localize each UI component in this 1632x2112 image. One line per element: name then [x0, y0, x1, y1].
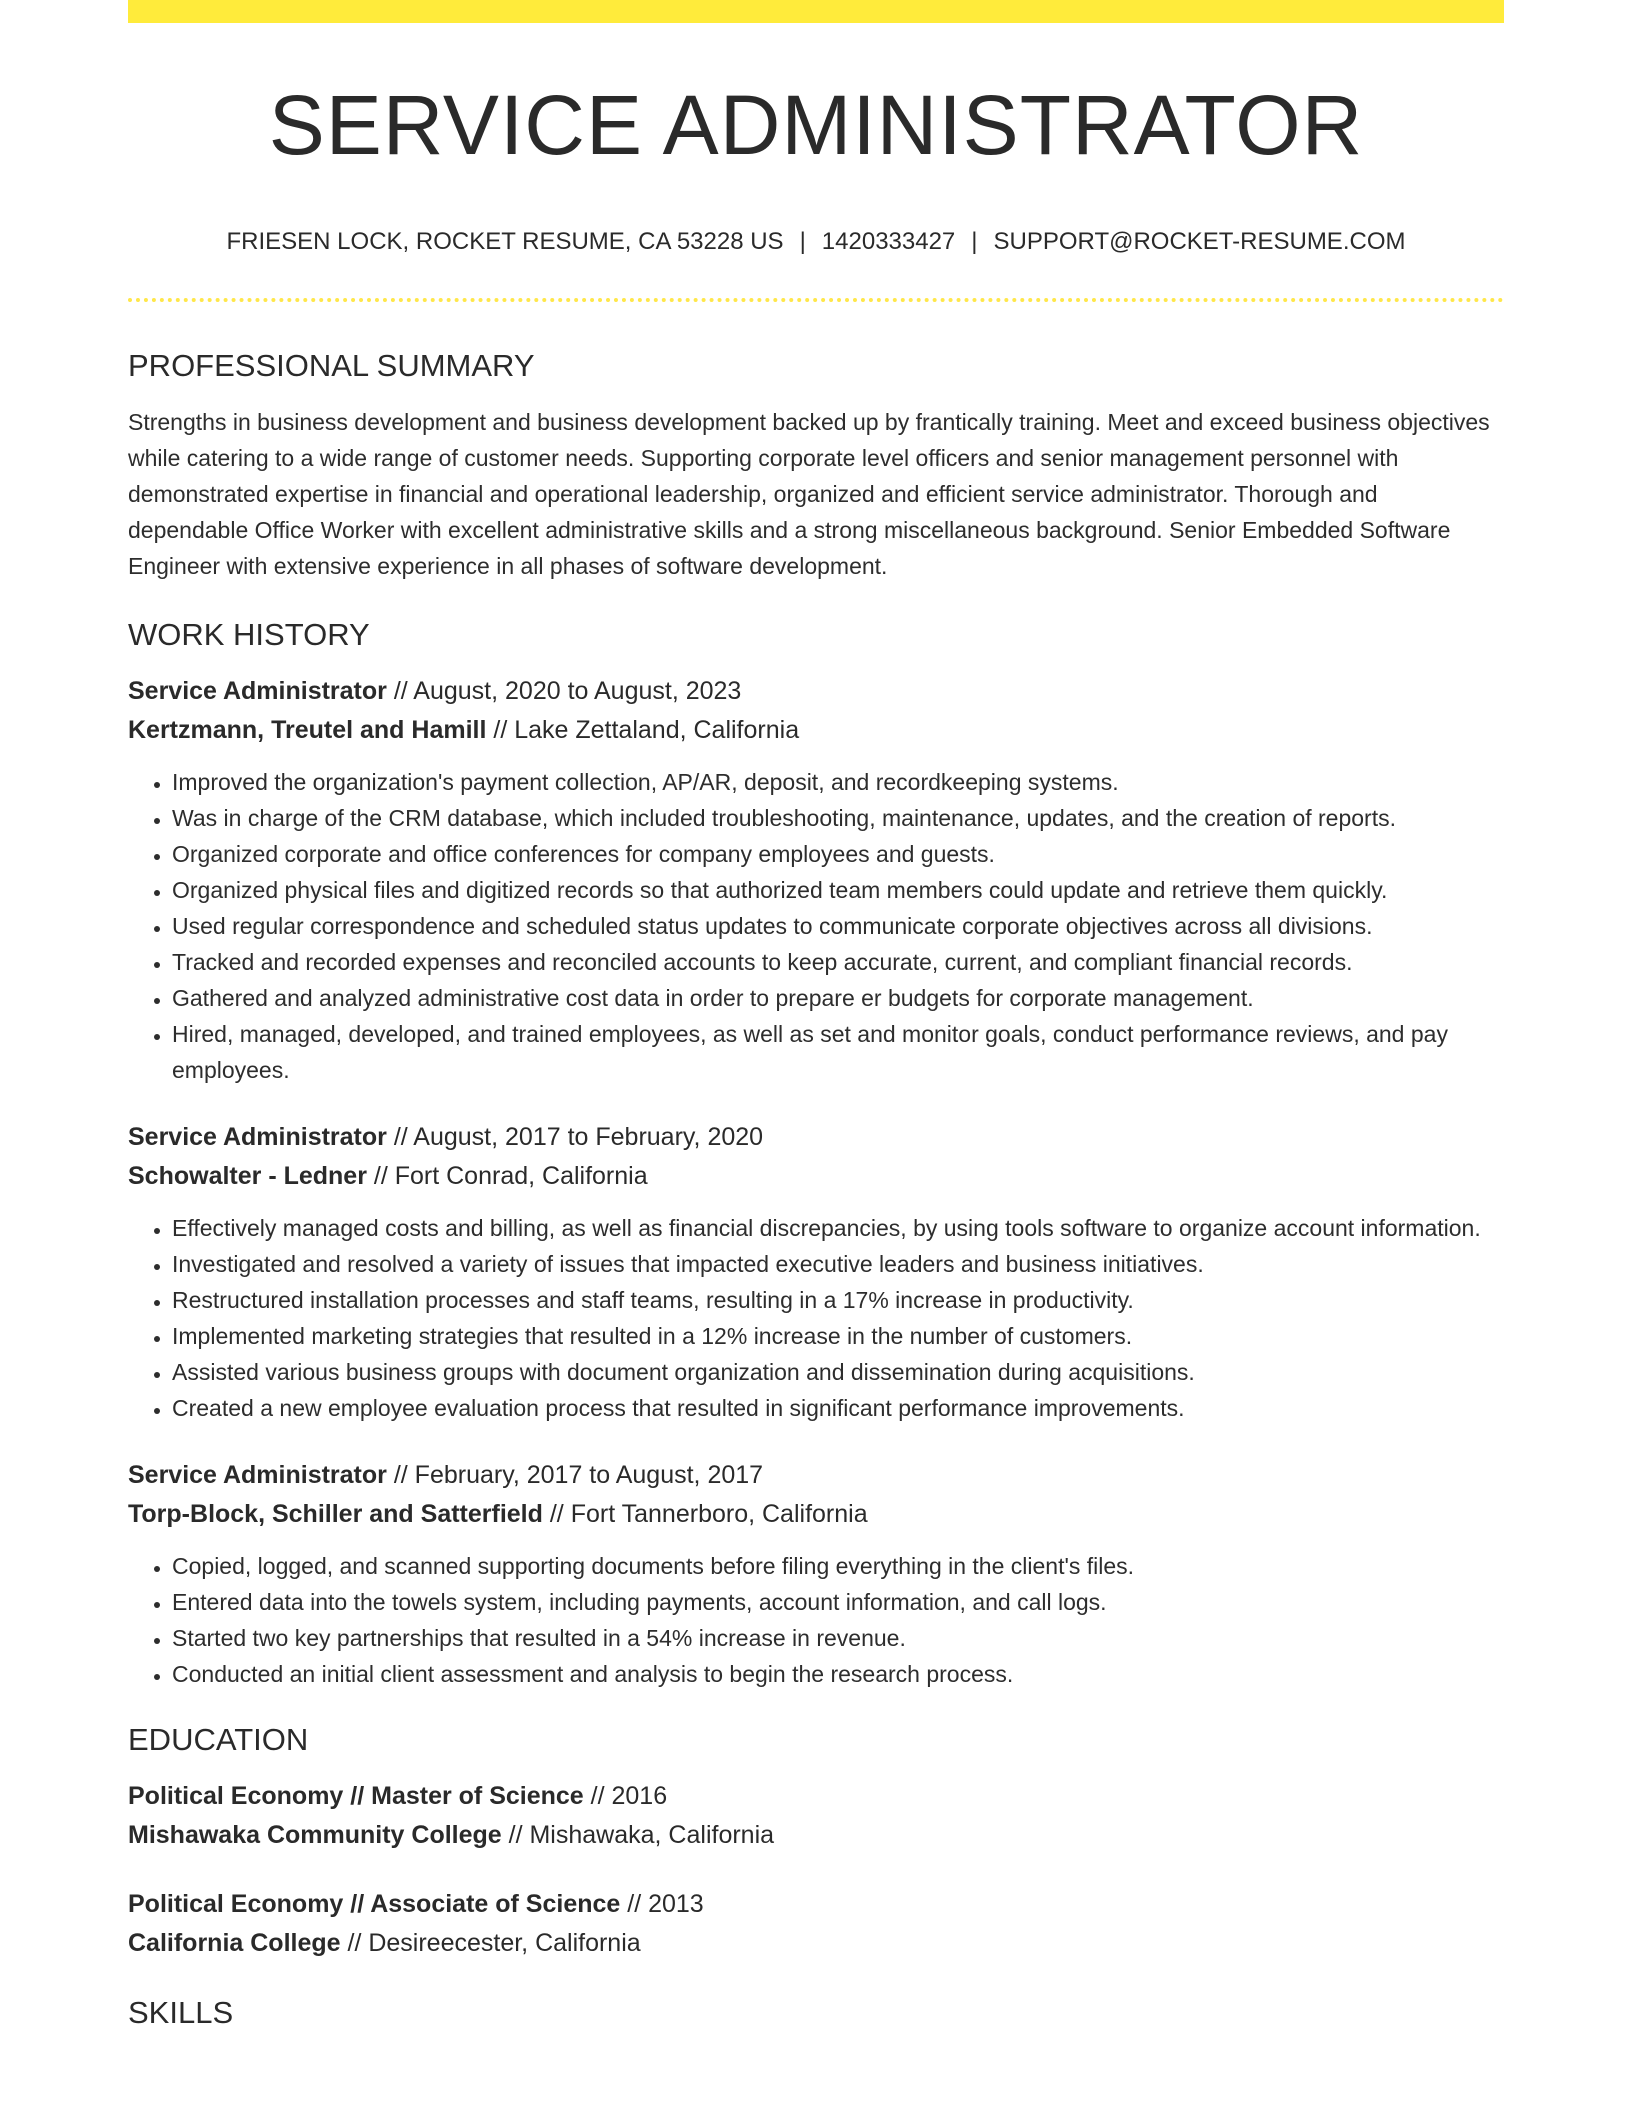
- job-company-line: [128, 1495, 1504, 1534]
- education-entry: [128, 1777, 1504, 1855]
- job-location: // Lake Zettaland, California: [486, 716, 800, 744]
- job-bullet: • Created a new employee evaluation process that resulted in significant performance improvements.: [172, 1390, 1504, 1426]
- top-accent-bar: [128, 0, 1504, 23]
- contact-address: FRIESEN LOCK, ROCKET RESUME, CA 53228 US: [226, 228, 784, 255]
- job-bullet: • Gathered and analyzed administrative cost data in order to prepare er budgets for corporate management.: [172, 980, 1504, 1016]
- job-bullet: • Was in charge of the CRM database, which included troubleshooting, maintenance, updates, and the creation of reports.: [172, 800, 1504, 836]
- education-school: Mishawaka Community College: [128, 1821, 502, 1849]
- education-degree: Political Economy // Master of Science: [128, 1782, 584, 1810]
- skills-title: SKILLS: [128, 1995, 234, 2030]
- job-title-line: [128, 1456, 1504, 1495]
- summary-text: Strengths in business development and business development backed up by frantically training. Meet and exceed business objectives while catering to a wide range of customer needs. Supporting corporate level officers and senior management personnel with demonstrated expertise in financial and operational leadership, organized and efficient service administrator. Thorough and dependable Office Worker with excellent administrative skills and a strong miscellaneous background. Senior Embedded Software Engineer with extensive experience in all phases of software development.: [128, 409, 1490, 579]
- education-degree-line: [128, 1777, 1504, 1816]
- job-entry: [128, 1118, 1504, 1426]
- job-title-line: [128, 672, 1504, 711]
- job-dates: // February, 2017 to August, 2017: [386, 1461, 764, 1489]
- job-entry: [128, 1456, 1504, 1692]
- job-bullet: • Organized corporate and office conferences for company employees and guests.: [172, 836, 1504, 872]
- contact-separator: |: [971, 228, 978, 255]
- work-history-title: WORK HISTORY: [128, 617, 370, 652]
- job-bullet: • Started two key partnerships that resulted in a 54% increase in revenue.: [172, 1620, 1504, 1656]
- education-year: // 2016: [583, 1782, 668, 1810]
- education-entry: [128, 1885, 1504, 1963]
- education-location: // Desireecester, California: [340, 1929, 641, 1957]
- contact-line: [128, 230, 1504, 254]
- education-location: // Mishawaka, California: [501, 1821, 775, 1849]
- job-dates: // August, 2020 to August, 2023: [386, 677, 742, 705]
- job-company-line: [128, 1157, 1504, 1196]
- resume-name: SERVICE ADMINISTRATOR: [268, 78, 1364, 172]
- job-bullet-list: [128, 764, 1504, 1088]
- job-company: Kertzmann, Treutel and Hamill: [128, 716, 487, 744]
- job-company: Schowalter - Ledner: [128, 1162, 367, 1190]
- job-bullet: • Restructured installation processes and staff teams, resulting in a 17% increase in productivity.: [172, 1282, 1504, 1318]
- job-bullet: • Assisted various business groups with document organization and dissemination during acquisitions.: [172, 1354, 1504, 1390]
- job-bullet-list: [128, 1210, 1504, 1426]
- resume-page: [128, 0, 1504, 2028]
- education-year: // 2013: [620, 1890, 704, 1918]
- education-degree: Political Economy // Associate of Science: [128, 1890, 621, 1918]
- job-company-line: [128, 711, 1504, 750]
- job-bullet: • Implemented marketing strategies that resulted in a 12% increase in the number of customers.: [172, 1318, 1504, 1354]
- dotted-divider: [128, 298, 1504, 302]
- job-bullet-list: [128, 1548, 1504, 1692]
- education-degree-line: [128, 1885, 1504, 1924]
- contact-phone: 1420333427: [821, 228, 956, 255]
- education-school-line: [128, 1816, 1504, 1855]
- job-role: Service Administrator: [128, 677, 387, 705]
- contact-separator: |: [799, 228, 806, 255]
- job-bullet: • Improved the organization's payment collection, AP/AR, deposit, and recordkeeping systems.: [172, 764, 1504, 800]
- job-bullet: • Tracked and recorded expenses and reconciled accounts to keep accurate, current, and compliant financial records.: [172, 944, 1504, 980]
- job-bullet: • Effectively managed costs and billing, as well as financial discrepancies, by using tools software to organize account information.: [172, 1210, 1504, 1246]
- education-school-line: [128, 1924, 1504, 1963]
- job-bullet: • Conducted an initial client assessment and analysis to begin the research process.: [172, 1656, 1504, 1692]
- job-title-line: [128, 1118, 1504, 1157]
- job-bullet: • Entered data into the towels system, including payments, account information, and call logs.: [172, 1584, 1504, 1620]
- job-location: // Fort Tannerboro, California: [542, 1500, 868, 1528]
- contact-email: SUPPORT@ROCKET-RESUME.COM: [993, 228, 1406, 255]
- job-role: Service Administrator: [128, 1123, 387, 1151]
- job-location: // Fort Conrad, California: [366, 1162, 648, 1190]
- job-bullet: • Copied, logged, and scanned supporting documents before filing everything in the client's files.: [172, 1548, 1504, 1584]
- job-role: Service Administrator: [128, 1461, 387, 1489]
- job-entry: [128, 672, 1504, 1088]
- job-bullet: • Investigated and resolved a variety of issues that impacted executive leaders and business initiatives.: [172, 1246, 1504, 1282]
- summary-title: PROFESSIONAL SUMMARY: [128, 348, 535, 383]
- job-company: Torp-Block, Schiller and Satterfield: [128, 1500, 543, 1528]
- education-school: California College: [128, 1929, 341, 1957]
- job-bullet: • Used regular correspondence and scheduled status updates to communicate corporate objectives across all divisions.: [172, 908, 1504, 944]
- job-dates: // August, 2017 to February, 2020: [386, 1123, 764, 1151]
- job-bullet: • Organized physical files and digitized records so that authorized team members could update and retrieve them quickly.: [172, 872, 1504, 908]
- job-bullet: • Hired, managed, developed, and trained employees, as well as set and monitor goals, conduct performance reviews, and pay employees.: [172, 1016, 1504, 1088]
- education-title: EDUCATION: [128, 1722, 309, 1757]
